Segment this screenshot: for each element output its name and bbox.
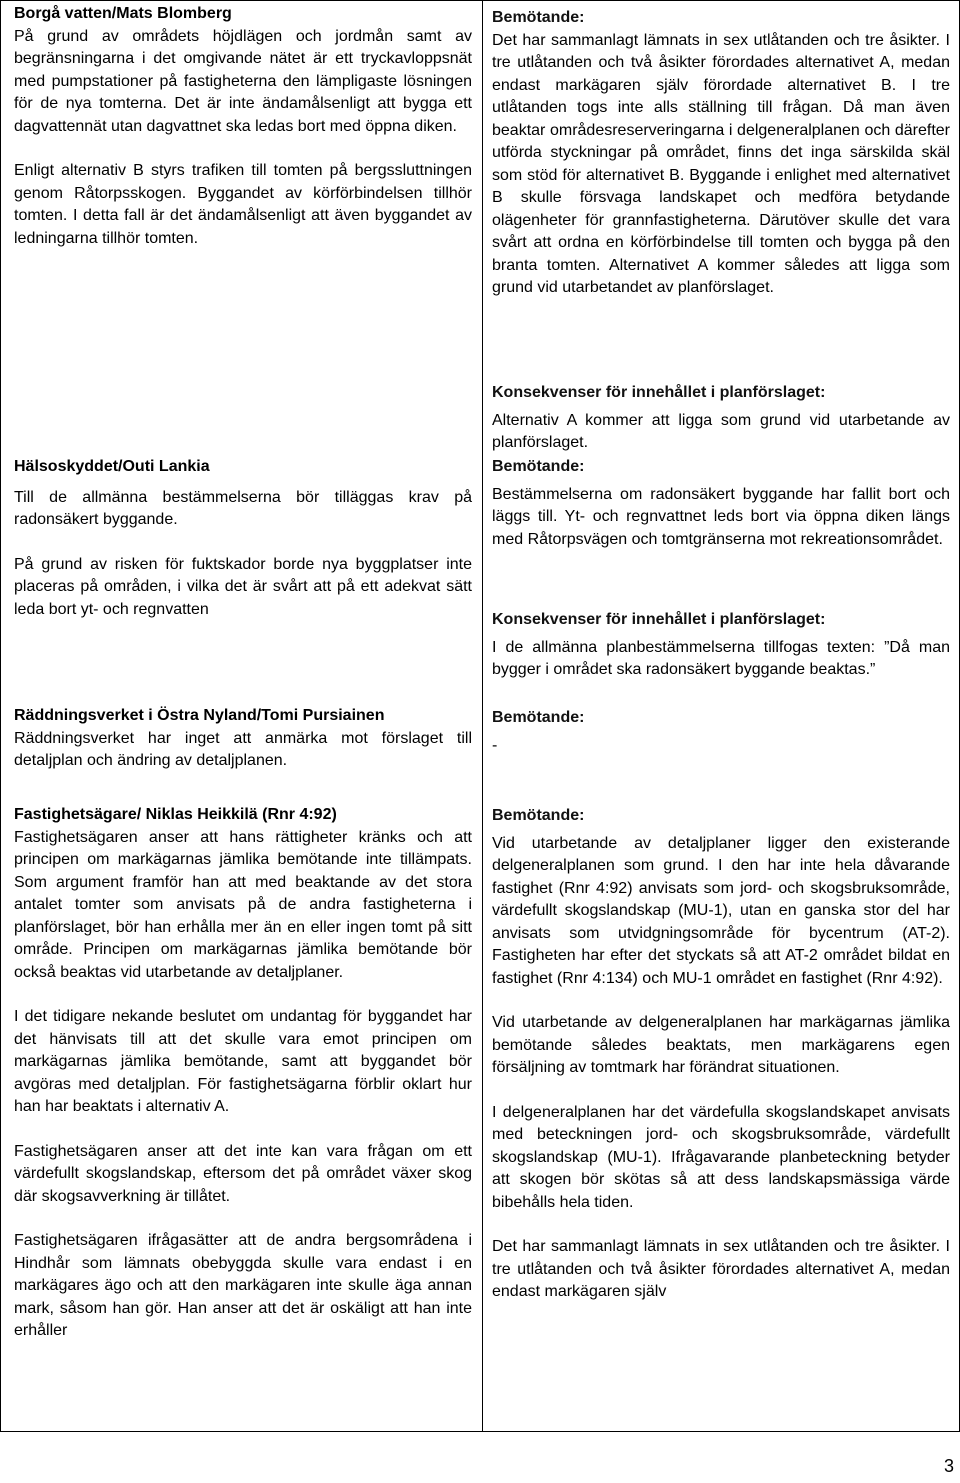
halso-response-section [492, 456, 950, 551]
raddningsverket-heading: Räddningsverket i Östra Nyland/Tomi Pursiainen [14, 707, 385, 724]
column-divider [482, 0, 483, 1432]
fastighetsagare-paragraph-1: Fastighetsägaren anser att hans rättigheter kränks och att principen om markägarnas jämlika bemötande inte tillämpats. Som argument framför han att med beaktande av det stora antalet tomter som anvisats på de andra fastigheterna i planförslaget, bör han erhålla mer än en eller ingen tomt på sitt område. Principen om markägarnas jämlika bemötande bör också beaktas vid utarbetande av detaljplaner. [14, 828, 472, 981]
fastighet-response-paragraph-3: I delgeneralplanen har det värdefulla skogslandskapet anvisats med beteckningen jord- och skogsbruksområde, värdefullt skogslandskap (MU-1). Ifrågavarande planbeteckning betyder att skogen bör skötas så att dess landskapsmässiga värde bibehålls hela tiden. [492, 1103, 950, 1211]
halso-response-label: Bemötande: [492, 458, 585, 475]
halsoskyddet-section [14, 456, 472, 621]
page-number: 3 [943, 1456, 954, 1476]
konsekvenser-2-label: Konsekvenser för innehållet i planförslaget: [492, 611, 826, 628]
borga-vatten-heading: Borgå vatten/Mats Blomberg [14, 5, 232, 22]
konsekvenser-1-text: Alternativ A kommer att ligga som grund vid utarbetande av planförslaget. [492, 411, 950, 451]
fastighet-response-label: Bemötande: [492, 807, 585, 824]
borga-vatten-paragraph-1: På grund av områdets höjdlägen och jordmån samt av begränsningarna i det omgivande nätet är ett tryckavloppsnät med pumpstationer på fastigheterna den lämpligaste lösningen för de nya tomterna. Det är inte ändamålsenligt att bygga ett dagvattennät utan dagvattnet ska ledas bort med öppna diken. [14, 27, 472, 135]
konsekvenser-1-label: Konsekvenser för innehållet i planförslaget: [492, 384, 826, 401]
fastighetsagare-paragraph-3: Fastighetsägaren anser att det inte kan vara frågan om ett värdefullt skogslandskap, eftersom det på området växer skog där skogsavverkning är tillåtet. [14, 1142, 472, 1205]
raddning-response-label: Bemötande: [492, 709, 585, 726]
fastighet-response-paragraph-2: Vid utarbetande av delgeneralplanen har markägarnas jämlika bemötande således beaktats, men markägarens egen försäljning av tomtmark har förändrat situationen. [492, 1014, 950, 1076]
raddning-response-section [492, 707, 950, 757]
fastighet-response-paragraph-4: Det har sammanlagt lämnats in sex utlåtanden och tre åsikter. I tre utlåtanden och två åsikter förordades alternativet A, medan endast markägaren själv [492, 1238, 950, 1300]
fastighetsagare-paragraph-4: Fastighetsägaren ifrågasätter att de andra bergsområdena i Hindhår som lämnats obebyggda skulle vara endast i en markägares ägo och att den markägaren inte skulle äga annan mark, såsom han gör. Han anser att det är oskäligt att han inte erhåller [14, 1232, 472, 1339]
konsekvenser-2-section [492, 609, 950, 682]
fastighet-response-paragraph-1: Vid utarbetande av detaljplaner ligger den existerande delgeneralplanen som grund. I den har inte hela dåvarande fastighet (Rnr 4:92) anvisats som jord- och skogsbruksområde, värdefullt skogslandskap (MU-1), utan en ganska stor del har anvisats som utvidgningsområde för bycentrum (AT-2). Fastigheten har efter det styckats så att AT-2 området bildat en fastighet (Rnr 4:134) och MU-1 området en fastighet (Rnr 4:92). [492, 834, 950, 987]
borga-response-text: Det har sammanlagt lämnats in sex utlåtanden och tre åsikter. I tre utlåtanden och två åsikter förordades alternativet A, medan endast markägaren själv förordade alternativet B. I tre utlåtanden togs inte alls ställning till frågan. Då man även beaktar områdesreserveringarna i delgeneralplanen och därefter utförda styckningar på området, finns det inga särskilda skäl som stöd för alternativet B. Byggande i enlighet med alternativet B skulle försvaga landskapet och medföra betydande olägenheter för grannfastigheterna. Därutöver skulle det vara svårt att ordna en körförbindelse till tomten och bygga på den branta tomten. Alternativet A kommer således att ligga som grund vid utarbetandet av planförslaget. [492, 31, 950, 296]
fastighetsagare-heading: Fastighetsägare/ Niklas Heikkilä (Rnr 4:92) [14, 806, 337, 823]
borga-vatten-section [14, 3, 472, 250]
raddningsverket-paragraph-1: Räddningsverket har inget att anmärka mot förslaget till detaljplan och ändring av detaljplanen. [14, 729, 472, 769]
borga-response-label: Bemötande: [492, 9, 585, 26]
fastighet-response-section [492, 805, 950, 1304]
halso-response-text: Bestämmelserna om radonsäkert byggande har fallit bort och läggs till. Yt- och regnvattnet leds bort via öppna diken längs med Råtorpsvägen och tomtgränserna mot rekreationsområdet. [492, 485, 950, 548]
halsoskyddet-paragraph-1: Till de allmänna bestämmelserna bör tilläggas krav på radonsäkert byggande. [14, 488, 472, 528]
borga-vatten-paragraph-2: Enligt alternativ B styrs trafiken till tomten på bergssluttningen genom Råtorpsskogen. Byggandet av körförbindelsen tillhör tomten. I detta fall är det ändamålsenligt att även byggandet av ledningarna tillhör tomten. [14, 162, 472, 247]
raddning-response-text: - [492, 736, 498, 754]
raddningsverket-section [14, 705, 472, 773]
fastighetsagare-paragraph-2: I det tidigare nekande beslutet om undantag för byggandet har det hänvisats till att det skulle vara emot principen om markägarnas jämlika bemötande, samt att byggandet bör avgöras med detaljplan. För fastighetsägarna förblir oklart hur han har beaktats i alternativ A. [14, 1008, 472, 1115]
konsekvenser-2-text: I de allmänna planbestämmelserna tillfogas texten: ”Då man bygger i området ska radonsäkert byggande beaktas.” [492, 638, 950, 678]
fastighetsagare-section [14, 804, 472, 1343]
konsekvenser-1-section [492, 382, 950, 455]
halsoskyddet-paragraph-2: På grund av risken för fuktskador borde nya byggplatser inte placeras på områden, i vilka det är svårt att på ett adekvat sätt leda bort yt- och regnvatten [14, 555, 472, 618]
halsoskyddet-heading: Hälsoskyddet/Outi Lankia [14, 458, 210, 475]
borga-response-section [492, 7, 950, 300]
